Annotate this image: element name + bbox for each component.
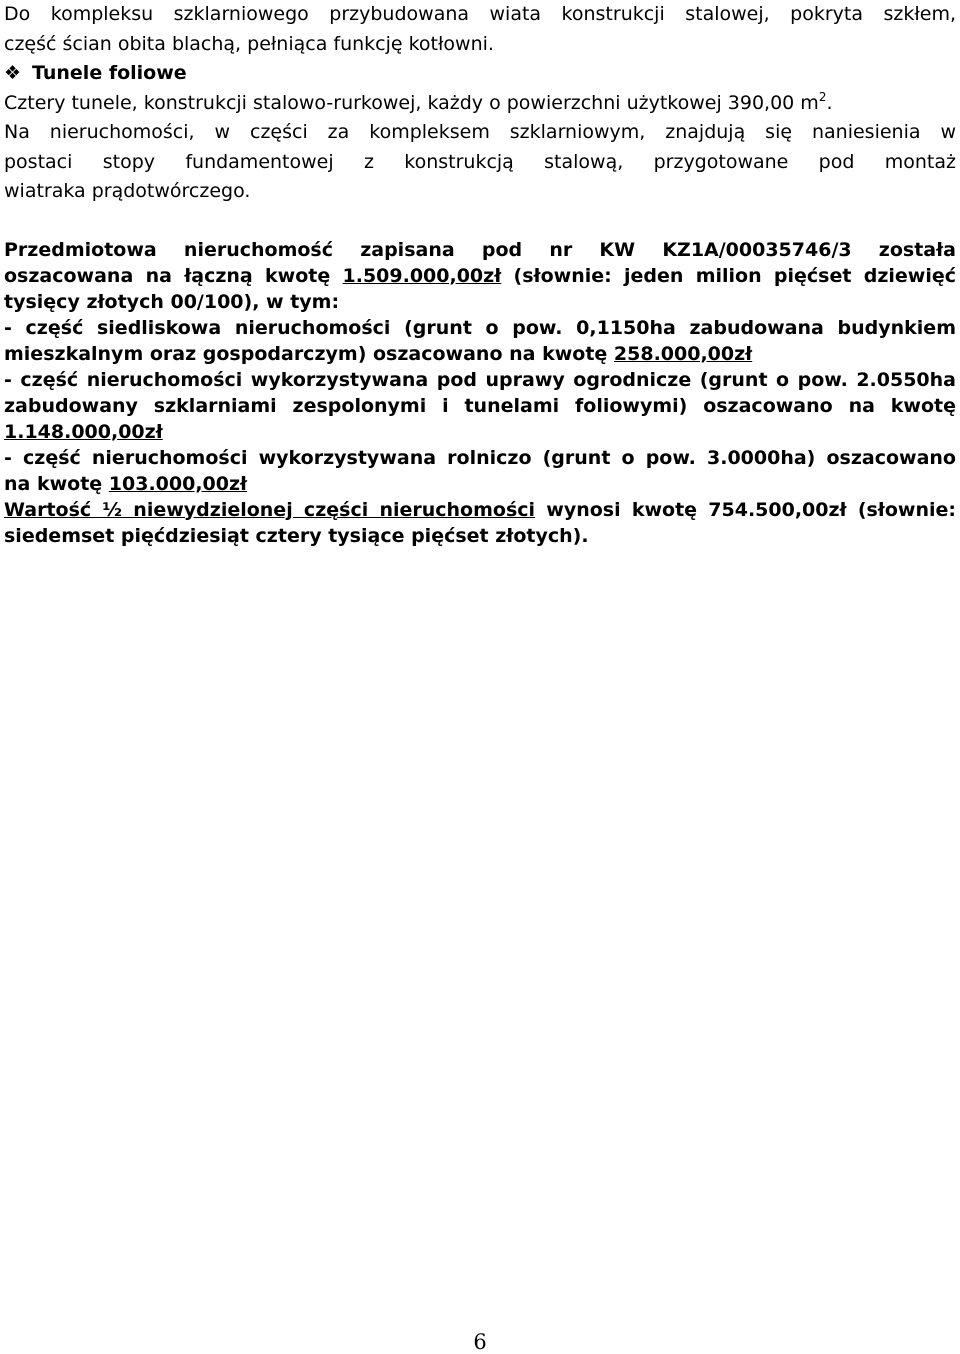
residential-amount: 258.000,00zł bbox=[613, 342, 753, 365]
summary-line-12: siedemset pięćdziesiąt cztery tysiące pięćset złotych). bbox=[4, 524, 589, 547]
summary-line-7: zabudowany szklarniami zespolonymi i tunelami foliowymi) oszacowano na kwotę bbox=[4, 394, 956, 417]
summary-line-11 bbox=[4, 497, 956, 523]
paragraph-gap bbox=[4, 207, 956, 237]
summary-line-11-rest: wynosi kwotę 754.500,00zł (słownie: bbox=[535, 498, 956, 521]
summary-line-8 bbox=[4, 419, 956, 445]
section-heading bbox=[4, 59, 956, 89]
section-line-1-text: Cztery tunele, konstrukcji stalowo-rurkowej, każdy o powierzchni użytkowej 390,00 m bbox=[4, 91, 819, 114]
summary-line-9: - część nieruchomości wykorzystywana rolniczo (grunt o pow. 3.0000ha) oszacowano bbox=[4, 446, 956, 469]
summary-line-10 bbox=[4, 471, 956, 497]
summary-line-2-text: oszacowana na łączną kwotę bbox=[4, 264, 343, 287]
agricultural-amount: 103.000,00zł bbox=[108, 472, 248, 495]
summary-line-4: - część siedliskowa nieruchomości (grunt o pow. 0,1150ha zabudowana budynkiem bbox=[4, 316, 956, 339]
section-line-1 bbox=[4, 89, 956, 119]
total-amount: 1.509.000,00zł bbox=[342, 264, 502, 287]
intro-line-1: Do kompleksu szklarniowego przybudowana wiata konstrukcji stalowej, pokryta szkłem, bbox=[4, 3, 956, 25]
valuation-summary bbox=[4, 237, 956, 549]
section-paragraph bbox=[4, 89, 956, 207]
page-number: 6 bbox=[473, 1330, 487, 1354]
diamond-bullet-icon: ❖ bbox=[4, 62, 22, 84]
section-line-4: wiatraka prądotwórczego. bbox=[4, 180, 251, 202]
summary-line-10-text: na kwotę bbox=[4, 472, 109, 495]
summary-line-5 bbox=[4, 341, 956, 367]
summary-line-3: tysięcy złotych 00/100), w tym: bbox=[4, 290, 340, 313]
section-heading-text: Tunele foliowe bbox=[32, 62, 187, 84]
intro-paragraph bbox=[4, 0, 956, 59]
superscript-2: 2 bbox=[818, 89, 827, 104]
share-value-label: Wartość ½ niewydzielonej części nieruchomości bbox=[4, 498, 536, 521]
summary-line-2 bbox=[4, 263, 956, 289]
summary-line-6: - część nieruchomości wykorzystywana pod uprawy ogrodnicze (grunt o pow. 2.0550ha bbox=[4, 368, 956, 391]
summary-line-5-text: mieszkalnym oraz gospodarczym) oszacowano na kwotę bbox=[4, 342, 614, 365]
section-line-2: Na nieruchomości, w części za kompleksem szklarniowym, znajdują się naniesienia w bbox=[4, 121, 956, 143]
intro-line-2: część ścian obita blachą, pełniąca funkcję kotłowni. bbox=[4, 32, 494, 55]
section-line-1-end: . bbox=[826, 91, 833, 114]
section-line-3: postaci stopy fundamentowej z konstrukcją stalową, przygotowane pod montaż bbox=[4, 150, 956, 173]
document-page bbox=[4, 0, 956, 549]
summary-line-2-rest: (słownie: jeden milion pięćset dziewięć bbox=[501, 264, 956, 287]
horticulture-amount: 1.148.000,00zł bbox=[4, 420, 163, 443]
summary-line-1: Przedmiotowa nieruchomość zapisana pod nr KW KZ1A/00035746/3 została bbox=[4, 238, 956, 261]
